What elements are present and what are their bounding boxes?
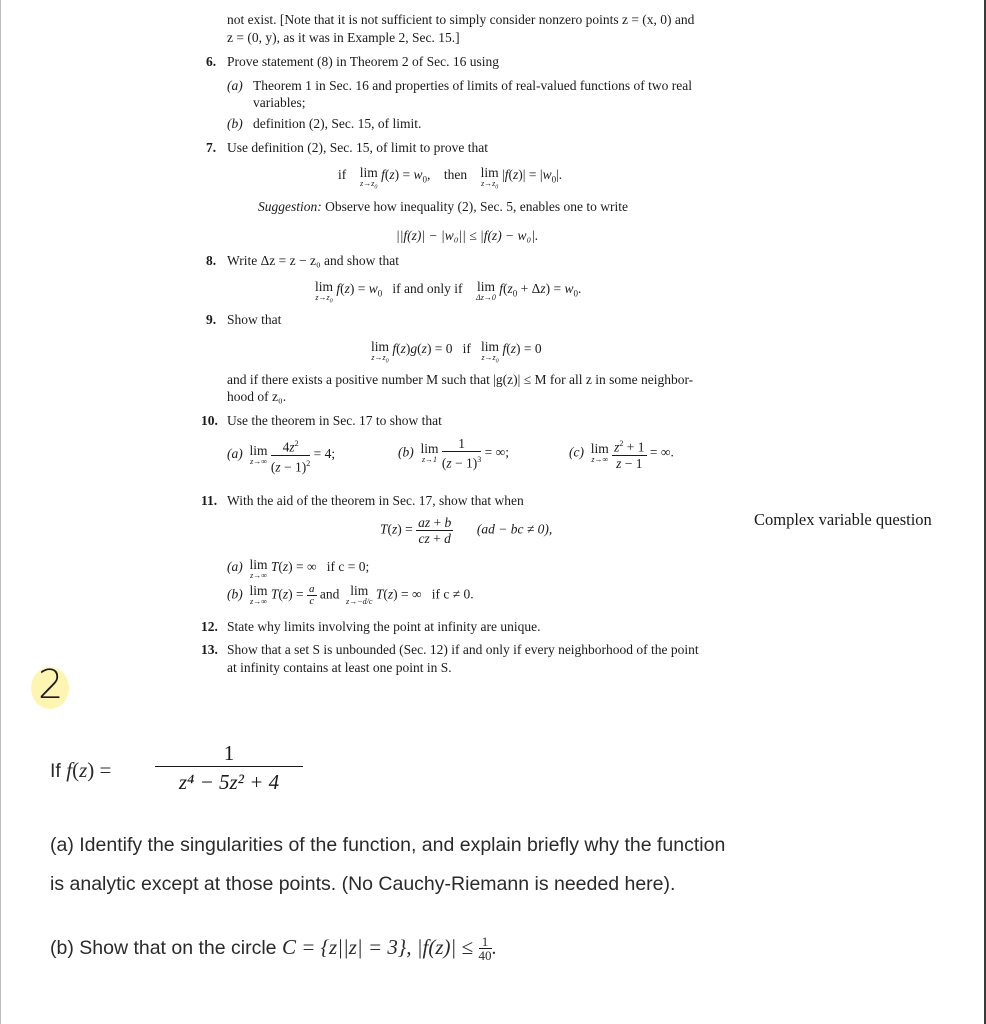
exercise-8-number: 8. [206, 253, 217, 268]
exercise-10-number: 10. [201, 413, 218, 428]
fraction-denominator: z⁴ − 5z² + 4 [155, 766, 303, 797]
exercise-9-text: Show that [227, 312, 282, 327]
exercise-9-condition-line-1: and if there exists a positive number M such that |g(z)| ≤ M for all z in some neighbor- [227, 372, 694, 387]
exercise-11-number: 11. [201, 493, 218, 508]
exercise-12-number: 12. [201, 619, 218, 634]
exercise-9-condition-line-2: hood of z₀. [227, 389, 287, 404]
side-note: Complex variable question [754, 510, 932, 529]
handwritten-number-marker [30, 660, 72, 712]
exercise-13-line-2: at infinity contains at least one point in S. [227, 660, 452, 675]
exercise-6-text: Prove statement (8) in Theorem 2 of Sec. 16 using [227, 54, 499, 69]
question-function-fraction [155, 740, 303, 797]
marker-digit: 2 [38, 662, 64, 708]
intro-line-1: not exist. [Note that it is not sufficient to simply consider nonzero points z = (x, 0) and [227, 12, 695, 27]
exercise-11-text: With the aid of the theorem in Sec. 17, show that when [227, 493, 524, 508]
question-part-b: (b) Show that on the circle C = {z||z| = 3}, |f(z)| ≤ $\frac{1}{40}$ . [50, 934, 497, 964]
exercise-6a-line-1: Theorem 1 in Sec. 16 and properties of limits of real-valued functions of two real [253, 78, 692, 93]
question-part-a-line-1: (a) Identify the singularities of the function, and explain briefly why the function [50, 834, 726, 856]
exercise-10-text: Use the theorem in Sec. 17 to show that [227, 413, 442, 428]
exercise-6-number: 6. [206, 54, 217, 69]
question-if-label: If f(z) = [50, 758, 112, 782]
exercise-9-equation: lim $z\to z_0$ f(z)g(z) = 0 if lim $z\to z_0$ f(z) = 0 [371, 339, 542, 365]
exercise-8-text: Write Δz = z − z₀ and show that [227, 253, 400, 268]
exercise-12-text: State why limits involving the point at infinity are unique. [227, 619, 541, 634]
page-left-border [0, 0, 1, 1024]
exercise-6b-text: definition (2), Sec. 15, of limit. [253, 116, 422, 131]
exercise-11-part-a: (a) lim z→∞ T(z) = ∞ if c = 0; [227, 557, 370, 580]
exercise-13-line-1: Show that a set S is unbounded (Sec. 12) if and only if every neighborhood of the point [227, 642, 699, 657]
exercise-13-number: 13. [201, 642, 218, 657]
exercise-10-part-a: (a) lim z→∞ $\frac{4z^2}{(z - 1)^2}$ = 4; [227, 436, 335, 474]
exercise-6b-label: (b) [227, 116, 243, 131]
exercise-11-equation: T(z) = $\frac{az + b}{cz + d}$ (ad − bc ≠ 0), [380, 515, 553, 546]
exercise-6a-label: (a) [227, 78, 243, 93]
question-part-a-line-2: is analytic except at those points. (No Cauchy-Riemann is needed here). [50, 873, 676, 895]
exercise-7-suggestion: Suggestion: Observe how inequality (2), Sec. 5, enables one to write [258, 199, 629, 214]
exercise-7-number: 7. [206, 140, 217, 155]
exercise-8-equation: lim $z\to z_0$ $f(z) = w_0$ if and only if lim Δz→0 $f(z_0 + \Delta z) = w_0$. [315, 279, 582, 305]
exercise-10-part-b: (b) lim z→1 $\frac{1}{(z - 1)^3}$ = ∞; [398, 436, 510, 471]
fraction-numerator: 1 [223, 741, 235, 765]
exercise-9-number: 9. [206, 312, 217, 327]
intro-line-2: z = (0, y), as it was in Example 2, Sec. 15.] [227, 30, 460, 45]
exercise-11-part-b: (b) lim z→∞ T(z) = $\frac{a}{c}$ and lim z→−d/c T(z) = ∞ if c ≠ 0. [227, 583, 474, 607]
exercise-6a-line-2: variables; [253, 95, 306, 110]
exercise-7-equation: if lim $z\to z_0$ $f(z) = w_0$, then lim $z\to z_0$ $|f(z)| = |w_0|$. [338, 165, 563, 191]
exercise-7-inequality: ||f(z)| − |w₀|| ≤ |f(z) − w₀|. [396, 228, 539, 243]
exercise-7-text: Use definition (2), Sec. 15, of limit to prove that [227, 140, 488, 155]
exercise-10-part-c: (c) lim z→∞ $\frac{z^2 + 1}{z - 1}$ = ∞. [569, 436, 674, 471]
